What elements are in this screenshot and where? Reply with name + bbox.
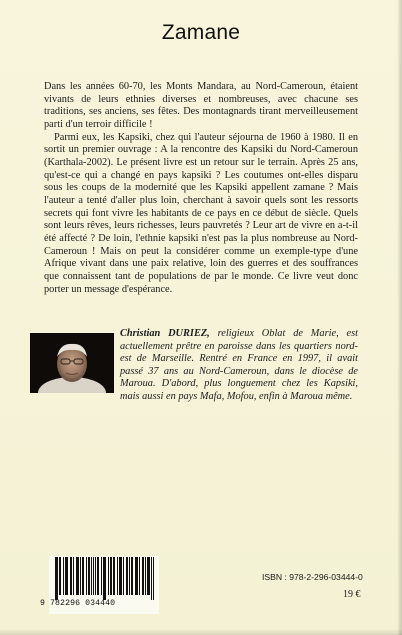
barcode-bar xyxy=(80,557,81,595)
blurb-paragraph-2: Parmi eux, les Kapsiki, chez qui l'auteur séjourna de 1960 à 1980. Il en sortit un premier ouvrage : A la rencontre des Kapsiki du Nord-Cameroun (Karthala-2002). Le présent livre est un retour sur le terrain. Après 25 ans, qu'est-ce qui a changé en pays kapsiki ? Les coutumes ont-elles disparu sous les coups de la modernité que les Kapsiki appellent zamane ? Mais l'auteur a tenté d'aller plus loin, cherchant à savoir quels sont les ressorts secrets qui font vivre les habitants de ce pays en ce début de siècle. Quels sont leurs rêves, leurs richesses, leurs pauvretés ? Leur art de vivre en a-t-il été affecté ? De loin, l'ethnie kapsiki n'est pas la plus nombreuse au Nord-Cameroun ! Mais on peut la considérer comme un exemple-type d'une Afrique vivant dans une paix relative, loin des guerres et des souffrances que connaissent tant de populations de par le monde. Ce livre veut donc porter un message d'espérance. xyxy=(44,131,358,295)
barcode-bar xyxy=(66,557,67,595)
barcode-bar xyxy=(117,557,118,595)
barcode-bar xyxy=(143,557,144,595)
barcode-bar xyxy=(148,557,149,595)
author-bio-text: religieux Oblat de Marie, est actuellement prêtre en paroisse dans les quartiers nord-est de Marseille. Rentré en France en 1997, il avait passé 37 ans au Nord-Cameroun, dans le diocèse de Maroua. D'abord, plus longuement chez les Kapsiki, mais aussi en pays Mafa, Mofou, enfin à Maroua même. xyxy=(120,328,358,402)
barcode-bar xyxy=(151,557,152,600)
book-title: Zamane xyxy=(161,21,241,44)
barcode-bar xyxy=(123,557,124,595)
barcode-bar xyxy=(60,557,61,595)
barcode-bars xyxy=(49,556,159,600)
page-edge-shadow xyxy=(397,0,402,635)
barcode-bar xyxy=(108,557,109,595)
author-photo xyxy=(30,333,114,393)
barcode-bar xyxy=(93,557,94,595)
barcode-bar xyxy=(147,557,148,595)
barcode-bar xyxy=(98,557,99,595)
barcode-bar xyxy=(67,557,68,595)
barcode-bar xyxy=(153,557,154,600)
barcode-bar xyxy=(88,557,89,595)
barcode-bar xyxy=(59,557,60,595)
barcode-bar xyxy=(65,557,66,595)
isbn: ISBN : 978-2-296-03444-0 xyxy=(262,572,363,582)
barcode-bar xyxy=(71,557,72,595)
barcode-bar xyxy=(142,557,143,595)
barcode-bar xyxy=(89,557,90,595)
barcode-bar xyxy=(139,557,140,595)
blurb xyxy=(44,81,358,296)
barcode-bar xyxy=(114,557,115,595)
barcode-bar xyxy=(149,557,150,595)
barcode-bar xyxy=(76,557,77,595)
barcode-bar xyxy=(105,557,106,600)
barcode-bar xyxy=(86,557,87,595)
blurb-paragraph-1: Dans les années 60-70, les Monts Mandara, au Nord-Cameroun, étaient vivants de leurs ethnies diverses et nombreuses, avec chacune ses traditions, ses anciens, ses fêtes. Des montagnards tirant merveilleusement parti d'un terroir difficile ! xyxy=(44,81,358,130)
barcode-digits: 9 782296 034440 xyxy=(40,599,116,608)
barcode-bar xyxy=(82,557,83,595)
barcode-bar xyxy=(113,557,114,595)
barcode-bar xyxy=(111,557,112,595)
barcode-bar xyxy=(145,557,146,595)
barcode-bar xyxy=(103,557,104,600)
barcode-bar xyxy=(83,557,84,595)
barcode-bar xyxy=(126,557,127,595)
barcode-bar xyxy=(95,557,96,595)
barcode-bar xyxy=(137,557,138,595)
barcode-bar xyxy=(129,557,130,595)
barcode-bar xyxy=(135,557,136,595)
barcode-bar xyxy=(57,557,58,600)
barcode-bar xyxy=(104,557,105,600)
author-portrait-icon xyxy=(30,333,114,393)
barcode-bar xyxy=(97,557,98,595)
barcode-bar xyxy=(127,557,128,595)
barcode-bar xyxy=(77,557,78,595)
barcode-bar xyxy=(56,557,57,600)
barcode-bar xyxy=(91,557,92,595)
barcode-bar xyxy=(55,557,56,600)
barcode-bar xyxy=(78,557,79,595)
barcode-bar xyxy=(70,557,71,595)
barcode-bar xyxy=(101,557,102,595)
barcode-bar xyxy=(110,557,111,595)
barcode-bar xyxy=(131,557,132,595)
barcode-bar xyxy=(73,557,74,595)
price: 19 € xyxy=(343,589,361,600)
barcode-bar xyxy=(121,557,122,595)
barcode-bar xyxy=(136,557,137,595)
bottom-edge-shadow xyxy=(0,629,402,635)
barcode-bar xyxy=(63,557,64,595)
barcode-bar xyxy=(132,557,133,595)
barcode-bar xyxy=(120,557,121,595)
barcode-bar xyxy=(119,557,120,595)
author-bio xyxy=(120,328,358,403)
author-name: Christian DURIEZ, xyxy=(120,328,210,339)
